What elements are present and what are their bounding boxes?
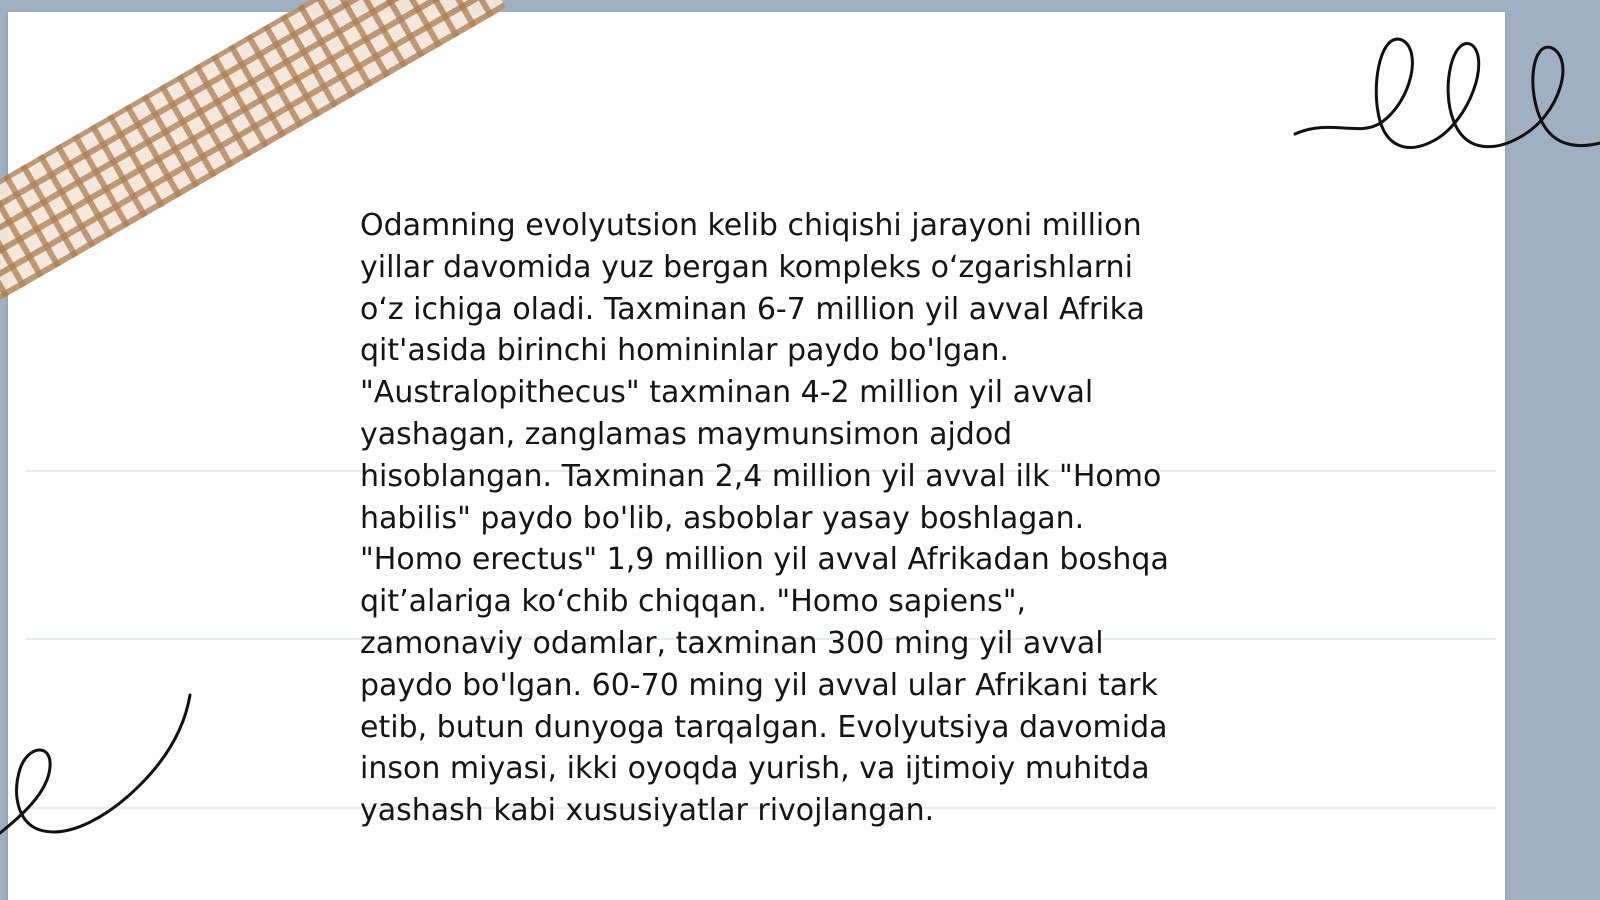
loop-squiggle-top-right (1290, 30, 1600, 170)
loop-squiggle-bottom-left (0, 695, 200, 855)
body-paragraph: Odamning evolyutsion kelib chiqishi jarayoni million yillar davomida yuz bergan kompleks oʻzgarishlarni oʻz ichiga oladi. Taxminan 6-7 million yil avval Afrika qit'asida birinchi homininlar paydo bo'lgan. "Australopithecus" taxminan 4-2 million yil avval yashagan, zanglamas maymunsimon ajdod hisoblangan. Taxminan 2,4 million yil avval ilk "Homo habilis" paydo bo'lib, asboblar yasay boshlagan. "Homo erectus" 1,9 million yil avval Afrikadan boshqa qit’alariga koʻchib chiqqan. "Homo sapiens", zamonaviy odamlar, taxminan 300 ming yil avval paydo bo'lgan. 60-70 ming yil avval ular Afrikani tark etib, butun dunyoga tarqalgan. Evolyutsiya davomida inson miyasi, ikki oyoqda yurish, va ijtimoiy muhitda yashash kabi xususiyatlar rivojlangan. (360, 208, 1169, 829)
